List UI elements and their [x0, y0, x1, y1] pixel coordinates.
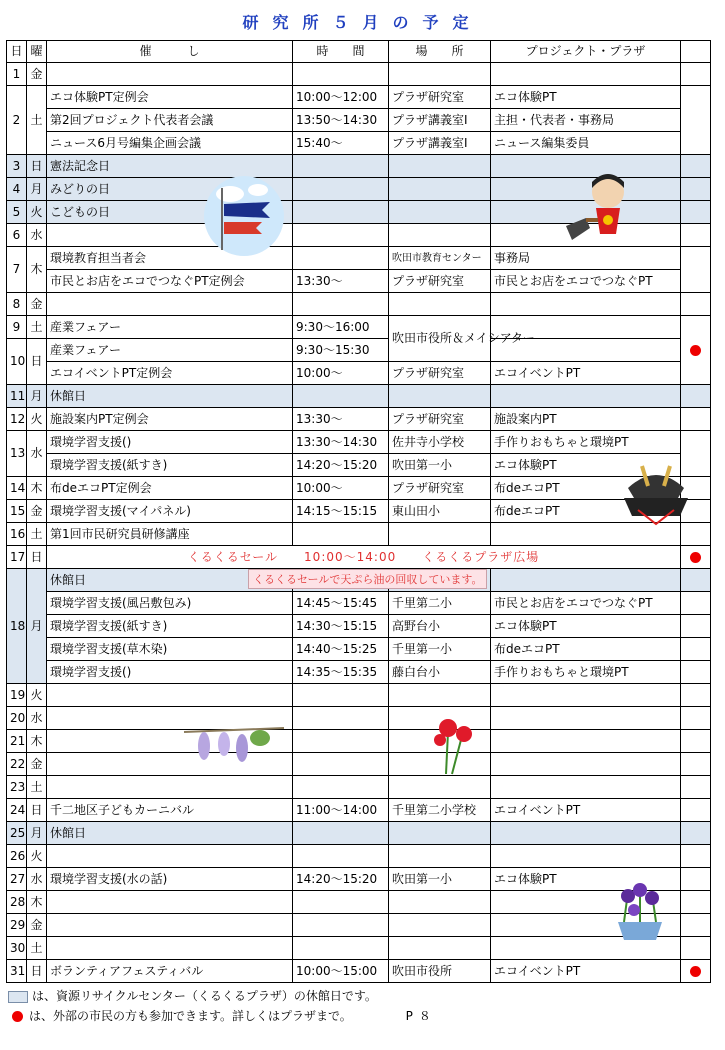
- open-event-dot: [690, 552, 701, 563]
- table-row: 8 金: [7, 293, 711, 316]
- open-event-dot: [690, 345, 701, 356]
- table-row: 20 水: [7, 707, 711, 730]
- table-row: 環境学習支援(紙すき) 14:20～15:20 吹田第一小 エコ体験PT: [7, 454, 711, 477]
- koinobori-illustration: [200, 176, 288, 256]
- table-row: 24 日 千二地区子どもカーニバル 11:00～14:00 千里第二小学校 エコイベントPT: [7, 799, 711, 822]
- table-row: 22 金: [7, 753, 711, 776]
- holiday-swatch: [8, 991, 28, 1003]
- col-event: 催 し: [47, 41, 293, 63]
- table-row: 12 火 施設案内PT定例会 13:30～ プラザ研究室 施設案内PT: [7, 408, 711, 431]
- page-title: 研究所５月の予定: [242, 13, 483, 32]
- oil-collection-note: くるくるセールで天ぷら油の回収しています。: [248, 569, 487, 589]
- table-row: 10 日 産業フェアー 9:30～15:30: [7, 339, 711, 362]
- table-row: 市民とお店をエコでつなぐPT定例会 13:30～ プラザ研究室 市民とお店をエコでつなぐPT: [7, 270, 711, 293]
- kurukuru-sale: くるくるセール 10:00～14:00 くるくるプラザ広場: [47, 546, 681, 569]
- kintaro-illustration: [560, 170, 640, 250]
- col-project: プロジェクト・プラザ: [491, 41, 681, 63]
- table-row: 17 日 くるくるセール 10:00～14:00 くるくるプラザ広場: [7, 546, 711, 569]
- table-row: 3 日 憲法記念日: [7, 155, 711, 178]
- col-time: 時 間: [293, 41, 389, 63]
- table-row: 環境学習支援(紙すき) 14:30～15:15 高野台小 エコ体験PT: [7, 615, 711, 638]
- table-row: 6 水: [7, 224, 711, 247]
- table-row: 30 土: [7, 937, 711, 960]
- open-event-dot: [690, 966, 701, 977]
- table-row: 第2回プロジェクト代表者会議 13:50～14:30 プラザ講義室Ⅰ 主担・代表者・事務局: [7, 109, 711, 132]
- col-day: 日: [7, 41, 27, 63]
- table-row: 19 火: [7, 684, 711, 707]
- table-row: エコイベントPT定例会 10:00～ プラザ研究室 エコイベントPT: [7, 362, 711, 385]
- col-place: 場 所: [389, 41, 491, 63]
- legend-closed: は、資源リサイクルセンター（くるくるプラザ）の休館日です。: [8, 987, 377, 1004]
- table-row: 5 火 こどもの日: [7, 201, 711, 224]
- page-number: P８: [405, 1009, 437, 1023]
- table-row: 29 金: [7, 914, 711, 937]
- table-row: 2 土 エコ体験PT定例会 10:00～12:00 プラザ研究室 エコ体験PT: [7, 86, 711, 109]
- table-row: 1 金: [7, 63, 711, 86]
- iris-illustration: [604, 882, 676, 940]
- carnation-illustration: [428, 712, 478, 776]
- table-row: 21 木: [7, 730, 711, 753]
- table-row: 27 水 環境学習支援(水の話) 14:20～15:20 吹田第一小 エコ体験PT: [7, 868, 711, 891]
- open-event-dot: [12, 1011, 23, 1022]
- table-row: 環境学習支援(草木染) 14:40～15:25 千里第一小 布deエコPT: [7, 638, 711, 661]
- header-row: [7, 41, 711, 63]
- table-row: 14 木 布deエコPT定例会 10:00～ プラザ研究室 布deエコPT: [7, 477, 711, 500]
- col-dow: 曜: [27, 41, 47, 63]
- table-row: 13 水 環境学習支援() 13:30～14:30 佐井寺小学校 手作りおもちゃと環境PT: [7, 431, 711, 454]
- kabuto-helmet-illustration: [618, 458, 694, 528]
- table-row: ニュース6月号編集企画会議 15:40～ プラザ講義室Ⅰ ニュース編集委員: [7, 132, 711, 155]
- table-row: 9 土 産業フェアー 9:30～16:00 吹田市役所＆メイシアター: [7, 316, 711, 339]
- table-row: 26 火: [7, 845, 711, 868]
- table-row: 環境学習支援(風呂敷包み) 14:45～15:45 千里第二小 市民とお店をエコでつなぐPT: [7, 592, 711, 615]
- wisteria-illustration: [184, 722, 284, 766]
- table-row: 7 木 環境教育担当者会 吹田市教育センター 事務局: [7, 247, 711, 270]
- table-row: 23 土: [7, 776, 711, 799]
- table-row: 31 日 ボランティアフェスティバル 10:00～15:00 吹田市役所 エコイベントPT: [7, 960, 711, 983]
- table-row: 15 金 環境学習支援(マイパネル) 14:15～15:15 東山田小 布deエコPT: [7, 500, 711, 523]
- legend-open: は、外部の市民の方も参加できます。詳しくはプラザまで。 P８: [8, 1007, 437, 1024]
- table-row: 18 月 休館日: [7, 569, 711, 592]
- table-row: 25 月 休館日: [7, 822, 711, 845]
- table-row: 16 土 第1回市民研究員研修講座: [7, 523, 711, 546]
- table-row: 11 月 休館日: [7, 385, 711, 408]
- table-row: 4 月 みどりの日: [7, 178, 711, 201]
- col-mark: [681, 41, 711, 63]
- table-row: 環境学習支援() 14:35～15:35 藤白台小 手作りおもちゃと環境PT: [7, 661, 711, 684]
- table-row: 28 木: [7, 891, 711, 914]
